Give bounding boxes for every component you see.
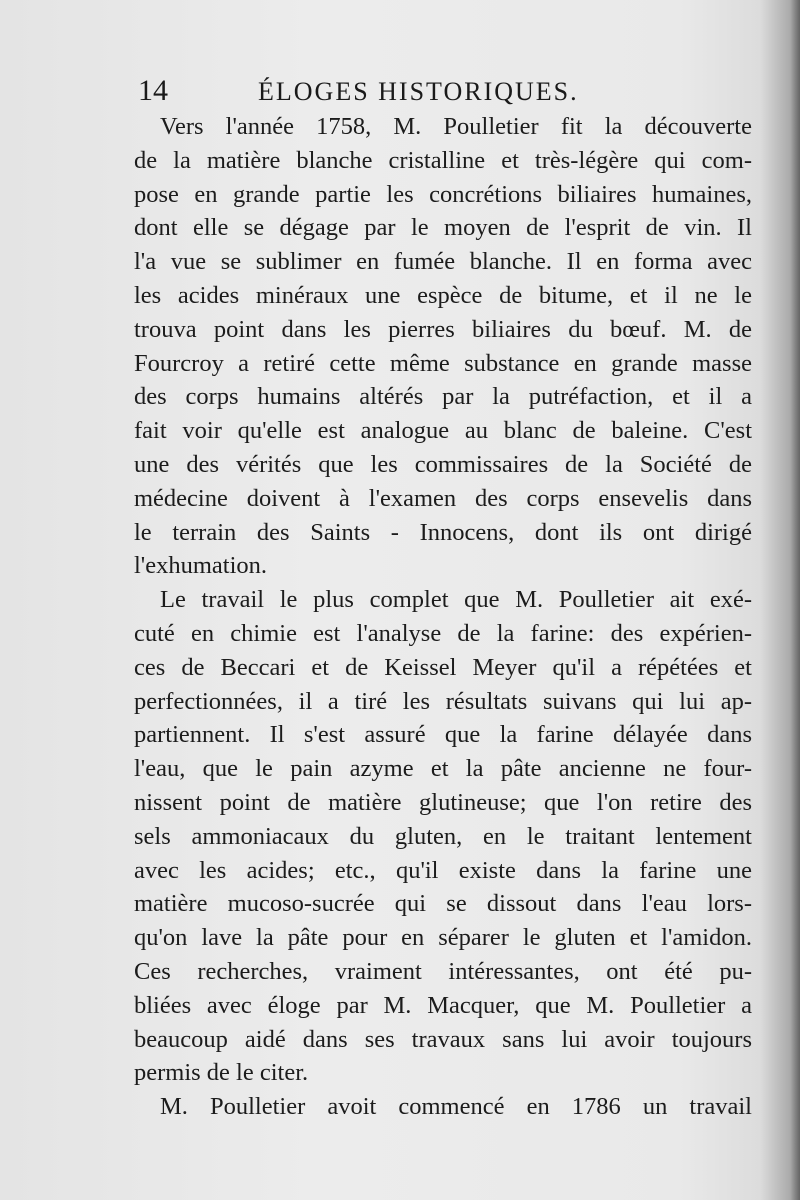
text-line: partiennent. Il s'est assuré que la farine délayée dans [134, 721, 752, 749]
body-text [134, 110, 752, 1124]
text-line: Fourcroy a retiré cette même substance en grande masse [134, 349, 752, 377]
text-line: beaucoup aidé dans ses travaux sans lui avoir toujours [134, 1025, 752, 1053]
text-line: qu'on lave la pâte pour en séparer le gluten et l'amidon. [134, 924, 752, 952]
text-line: avec les acides; etc., qu'il existe dans la farine une [134, 856, 752, 884]
text-line: M. Poulletier avoit commencé en 1786 un travail [160, 1093, 752, 1121]
text-line: ces de Beccari et de Keissel Meyer qu'il a répétées et [134, 653, 752, 681]
page-title: ÉLOGES HISTORIQUES. [258, 77, 579, 106]
text-line: nissent point de matière glutineuse; que l'on retire des [134, 788, 752, 816]
text-line: Le travail le plus complet que M. Poulletier ait exé- [160, 586, 752, 614]
text-line: sels ammoniacaux du gluten, en le traitant lentement [134, 822, 752, 850]
text-line: des corps humains altérés par la putréfaction, et il a [134, 383, 752, 411]
text-line: Ces recherches, vraiment intéressantes, ont été pu- [134, 957, 752, 985]
text-line: une des vérités que les commissaires de la Société de [134, 450, 752, 478]
text-line: médecine doivent à l'examen des corps ensevelis dans [134, 484, 752, 512]
page-number: 14 [138, 74, 168, 107]
text-line: matière mucoso-sucrée qui se dissout dans l'eau lors- [134, 890, 752, 918]
text-line: fait voir qu'elle est analogue au blanc de baleine. C'est [134, 417, 752, 445]
text-line: bliées avec éloge par M. Macquer, que M. Poulletier a [134, 991, 752, 1019]
text-line: Vers l'année 1758, M. Poulletier fit la découverte [160, 113, 752, 140]
running-head [138, 74, 752, 114]
text-line: trouva point dans les pierres biliaires du bœuf. M. de [134, 315, 752, 343]
text-line: permis de le citer. [134, 1059, 309, 1087]
text-line: le terrain des Saints - Innocens, dont ils ont dirigé [134, 518, 752, 546]
text-line: l'exhumation. [134, 552, 268, 580]
text-line: les acides minéraux une espèce de bitume, et il ne le [134, 281, 752, 309]
text-line: perfectionnées, il a tiré les résultats suivans qui lui ap- [134, 687, 752, 715]
text-line: pose en grande partie les concrétions biliaires humaines, [134, 180, 752, 208]
text-line: l'eau, que le pain azyme et la pâte ancienne ne four- [134, 755, 752, 783]
text-line: dont elle se dégage par le moyen de l'esprit de vin. Il [134, 214, 752, 242]
text-line: cuté en chimie est l'analyse de la farine: des expérien- [134, 619, 752, 647]
text-line: l'a vue se sublimer en fumée blanche. Il en forma avec [134, 248, 752, 276]
text-line: de la matière blanche cristalline et très-légère qui com- [134, 146, 752, 174]
